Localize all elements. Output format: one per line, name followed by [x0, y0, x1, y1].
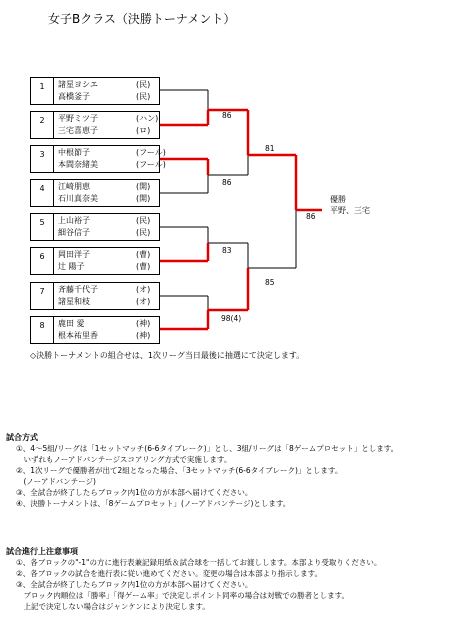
score-final: 86: [306, 212, 316, 221]
entry-number: 8: [31, 317, 54, 343]
score-r1-m1: 86: [222, 111, 232, 120]
match-format-line: ①、4～5組/リーグは「1セットマッチ(6-6タイブレーク)」とし、3組/リーグは「8ゲームプロセット」とします。: [16, 444, 399, 453]
player-club: (開): [136, 182, 151, 191]
winner-label: 優勝: [330, 195, 346, 204]
entry-1: [30, 77, 160, 105]
player-club: (フール): [136, 148, 166, 157]
player-name: 諸星ヨシエ: [58, 80, 98, 89]
entry-5: [30, 213, 160, 241]
player-name: 三宅喜恵子: [58, 126, 98, 135]
player-name: 中根節子: [58, 148, 90, 157]
notes-line: ③、全試合が終了したらブロック内1位の方が本部へ届けてください。: [16, 580, 253, 589]
entry-number: 5: [31, 214, 54, 240]
player-name: 石川真奈美: [58, 194, 98, 203]
entry-3: [30, 145, 166, 173]
player-club: (開): [136, 194, 151, 203]
entry-number: 7: [31, 283, 54, 309]
player-name: 上山裕子: [58, 216, 90, 225]
entry-2: [30, 111, 160, 139]
player-name: 細谷信子: [58, 228, 90, 237]
player-club: (オ): [136, 285, 151, 294]
match-format-line: (ノーアドバンテージ): [16, 477, 96, 486]
score-r1-m3: 83: [222, 246, 232, 255]
player-club: (神): [136, 331, 151, 340]
entry-8: [30, 316, 160, 344]
notes-line: 上記で決定しない場合はジャンケンにより決定します。: [16, 602, 210, 611]
match-format-line: ③、全試合が終了したらブロック内1位の方が本部へ届けてください。: [16, 488, 253, 497]
entry-number: 2: [31, 112, 54, 138]
draw-note: ◇決勝トーナメントの組合せは、1次リーグ当日最後に抽選にて決定します。: [30, 351, 305, 360]
player-club: (民): [136, 92, 151, 101]
player-club: (神): [136, 319, 151, 328]
entry-number: 3: [31, 146, 54, 172]
player-club: (フール): [136, 160, 166, 169]
notes-line: ②、各ブロックの試合を進行表に従い進めてください。変更の場合は本部より指示します。: [16, 569, 322, 578]
notes-line: ①、各ブロックの"-1"の方に進行表兼記録用紙＆試合球を一括してお渡しします。本部より受取りください。: [16, 558, 382, 567]
notes-line: ブロック内順位は「勝率」「得ゲーム率」で決定しポイント同率の場合は対戦での勝者とします。: [16, 591, 349, 600]
notes-title: 試合進行上注意事項: [6, 547, 78, 556]
score-r1-m2: 86: [222, 178, 232, 187]
match-format-line: ④、決勝トーナメントは、「8ゲームプロセット」(ノーアドバンテージ)とします。: [16, 499, 291, 508]
player-name: 岡田洋子: [58, 250, 90, 259]
player-name: 諸星和枝: [58, 297, 90, 306]
entry-number: 1: [31, 78, 54, 104]
player-club: (ロ): [136, 126, 151, 135]
winner-names: 平野、三宅: [330, 206, 370, 215]
player-name: 辻 陽子: [58, 262, 85, 271]
score-r2-m1: 81: [265, 144, 275, 153]
match-format-line: いずれもノーアドバンテージスコアリング方式で実施します。: [16, 455, 232, 464]
score-r2-m2: 85: [265, 278, 275, 287]
entry-7: [30, 282, 160, 310]
entry-number: 4: [31, 180, 54, 206]
winner-box: [330, 194, 370, 216]
score-r1-m4: 98(4): [221, 314, 242, 323]
player-name: 江崎朋恵: [58, 182, 90, 191]
player-club: (曹): [136, 250, 151, 259]
player-club: (民): [136, 80, 151, 89]
player-club: (民): [136, 216, 151, 225]
player-club: (曹): [136, 262, 151, 271]
entry-6: [30, 247, 160, 275]
entry-4: [30, 179, 160, 207]
player-club: (民): [136, 228, 151, 237]
player-name: 鹿田 愛: [58, 319, 85, 328]
player-name: 本間奈緒美: [58, 160, 98, 169]
player-name: 根本祐里香: [58, 331, 98, 340]
player-name: 高橋釜子: [58, 92, 90, 101]
match-format-title: 試合方式: [6, 433, 38, 442]
entry-number: 6: [31, 248, 54, 274]
player-club: (オ): [136, 297, 151, 306]
player-name: 斉藤千代子: [58, 285, 98, 294]
match-format-line: ②、1次リーグで優勝者が出て2組となった場合、「3セットマッチ(6-6タイブレーク)」とします。: [16, 466, 343, 475]
player-name: 平野ミツ子: [58, 114, 98, 123]
page-title: 女子Bクラス（決勝トーナメント）: [48, 12, 236, 26]
player-club: (ハン): [136, 114, 159, 123]
